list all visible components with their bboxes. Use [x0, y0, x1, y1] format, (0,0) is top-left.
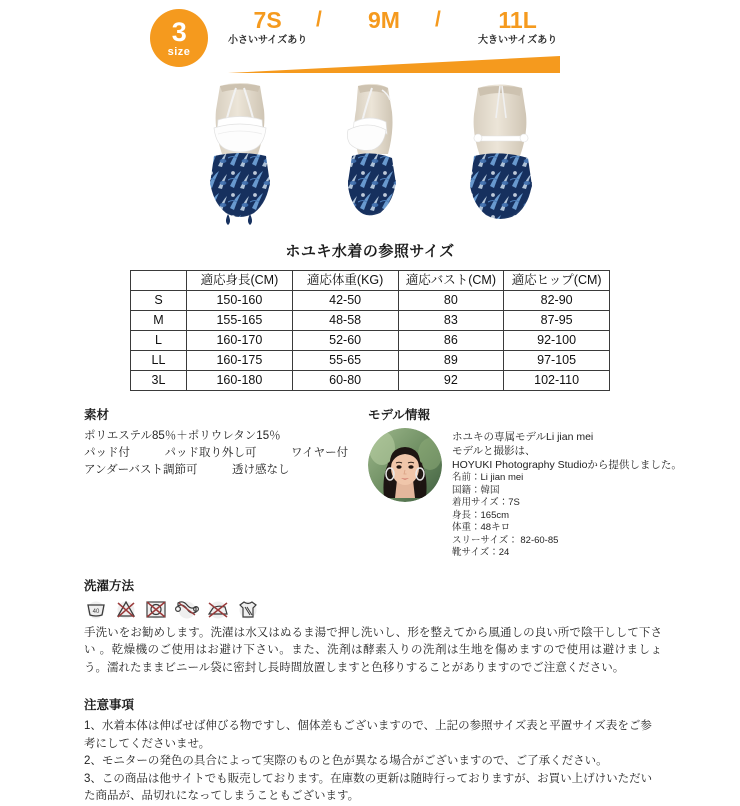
cell-weight: 42-50: [292, 291, 398, 311]
no-bleach-icon: [114, 599, 138, 619]
size-option-11l: [478, 8, 557, 48]
table-row: [131, 291, 610, 311]
cell-hip: 92-100: [504, 331, 610, 351]
size-option-9m: [368, 8, 400, 32]
laundry-care-symbols: [84, 599, 662, 619]
model-spec-nationality: 国籍：韓国: [452, 484, 500, 496]
material-and-model-section: [0, 405, 740, 560]
svg-text:40: 40: [92, 608, 100, 615]
cell-hip: 82-90: [504, 291, 610, 311]
cell-height: 150-160: [187, 291, 293, 311]
model-spec-weight: 体重：48キロ: [452, 522, 511, 533]
orange-wedge-divider: [228, 56, 560, 73]
table-row: [131, 351, 610, 371]
material-pad-info: パッド付 パッド取り外し可 ワイヤー付: [84, 447, 349, 459]
product-photo-row: [0, 78, 740, 230]
model-heading: モデル情報: [368, 408, 430, 422]
do-not-wring-icon: [174, 599, 200, 619]
table-header-hip: 適応ヒップ(CM): [504, 271, 610, 291]
size-option-9m-code: 9M: [368, 7, 400, 33]
size-table-title: ホユキ水着の参照サイズ: [285, 243, 455, 260]
cell-weight: 52-60: [292, 331, 398, 351]
washing-instructions: 手洗いをお勧めします。洗濯は水又はぬるま湯で押し洗いし、形を整えてから風通しの良い所で陰干しして下さい 。乾燥機のご使用はお避け下さい。また、洗剤は酵素入りの洗剤は生地を傷めますので使用は避けましょう。濡れたままビニール袋に密封し長時間放置しますと色移りすることがありますのでご注意ください。: [84, 626, 662, 674]
cell-weight: 55-65: [292, 351, 398, 371]
size-count-number: 3: [171, 16, 187, 47]
row-label: LL: [131, 351, 187, 371]
precaution-item-1: 1、水着本体は伸ばせば伸びる物ですし、個体差もございますので、上記の参照サイズ表と平置サイズ表をご参考にしてくださいませ。: [84, 720, 652, 750]
washing-section: [0, 576, 740, 678]
model-lead-3: HOYUKI Photography Studioから提供しました。: [452, 459, 682, 471]
model-spec-name: 名前：Li jian mei: [452, 472, 524, 483]
table-header-bust: 適応バスト(CM): [398, 271, 504, 291]
table-header-height: 適応身長(CM): [187, 271, 293, 291]
size-option-list: [228, 8, 568, 54]
size-reference-table: [130, 270, 610, 391]
cell-height: 160-175: [187, 351, 293, 371]
table-row: [131, 331, 610, 351]
cell-height: 160-180: [187, 371, 293, 391]
hand-wash-tub-icon: [84, 599, 108, 619]
product-photo-front-view: [184, 80, 296, 228]
product-photo-back-view: [444, 80, 556, 228]
model-profile: [368, 428, 682, 560]
size-count-badge: [150, 9, 208, 67]
cell-bust: 83: [398, 311, 504, 331]
row-label: 3L: [131, 371, 187, 391]
row-label: L: [131, 331, 187, 351]
cell-hip: 97-105: [504, 351, 610, 371]
shade-dry-icon: [236, 599, 260, 619]
model-section: [364, 405, 682, 560]
product-photo-side-view: [314, 80, 426, 228]
model-lead-1: ホユキの専属モデルLi jian mei: [452, 431, 594, 443]
table-header-weight: 適応体重(KG): [292, 271, 398, 291]
model-details: [452, 428, 682, 560]
cell-bust: 89: [398, 351, 504, 371]
model-avatar: [368, 428, 442, 502]
cell-bust: 80: [398, 291, 504, 311]
size-count-label: size: [167, 45, 191, 58]
no-tumble-dry-icon: [144, 599, 168, 619]
size-option-11l-note: 大きいサイズあり: [478, 35, 558, 46]
size-separator-1: /: [316, 8, 322, 31]
material-composition: ポリエステル85％＋ポリウレタン15％: [84, 430, 281, 442]
cell-height: 155-165: [187, 311, 293, 331]
size-option-7s: [228, 8, 307, 48]
model-spec-shoe-size: 靴サイズ：24: [452, 547, 510, 558]
model-spec-measurements: スリーサイズ： 82-60-85: [452, 534, 559, 546]
model-lead-2: モデルと撮影は、: [452, 445, 536, 457]
precautions-heading: 注意事項: [84, 698, 135, 712]
no-iron-icon: [206, 599, 230, 619]
size-option-11l-code: 11L: [498, 7, 537, 33]
size-banner: [0, 0, 740, 78]
cell-weight: 48-58: [292, 311, 398, 331]
cell-height: 160-170: [187, 331, 293, 351]
model-spec-worn-size: 着用サイズ：7S: [452, 497, 520, 508]
row-label: S: [131, 291, 187, 311]
cell-weight: 60-80: [292, 371, 398, 391]
material-section: [84, 405, 364, 560]
cell-hip: 87-95: [504, 311, 610, 331]
size-option-7s-note: 小さいサイズあり: [228, 35, 308, 46]
cell-hip: 102-110: [504, 371, 610, 391]
precaution-item-3: 3、この商品は他サイトでも販売しております。在庫数の更新は随時行っておりますが、お買い上げけいただいた商品が、品切れになってしまうこともございます。: [84, 772, 653, 802]
size-option-7s-code: 7S: [253, 7, 282, 33]
washing-heading: 洗濯方法: [84, 578, 135, 593]
precautions-section: [0, 695, 740, 806]
precaution-item-2: 2、モニターの発色の具合によって実際のものと色が異なる場合がございますので、ご了承ください。: [84, 755, 608, 767]
material-heading: 素材: [84, 408, 110, 422]
table-header-row: [131, 271, 610, 291]
size-separator-2: /: [435, 8, 441, 31]
model-spec-height: 身長：165cm: [452, 509, 510, 521]
cell-bust: 86: [398, 331, 504, 351]
material-fit-info: アンダーバスト調節可 透け感なし: [84, 464, 290, 476]
cell-bust: 92: [398, 371, 504, 391]
row-label: M: [131, 311, 187, 331]
table-row: [131, 371, 610, 391]
table-row: [131, 311, 610, 331]
table-header-size: [131, 271, 187, 291]
